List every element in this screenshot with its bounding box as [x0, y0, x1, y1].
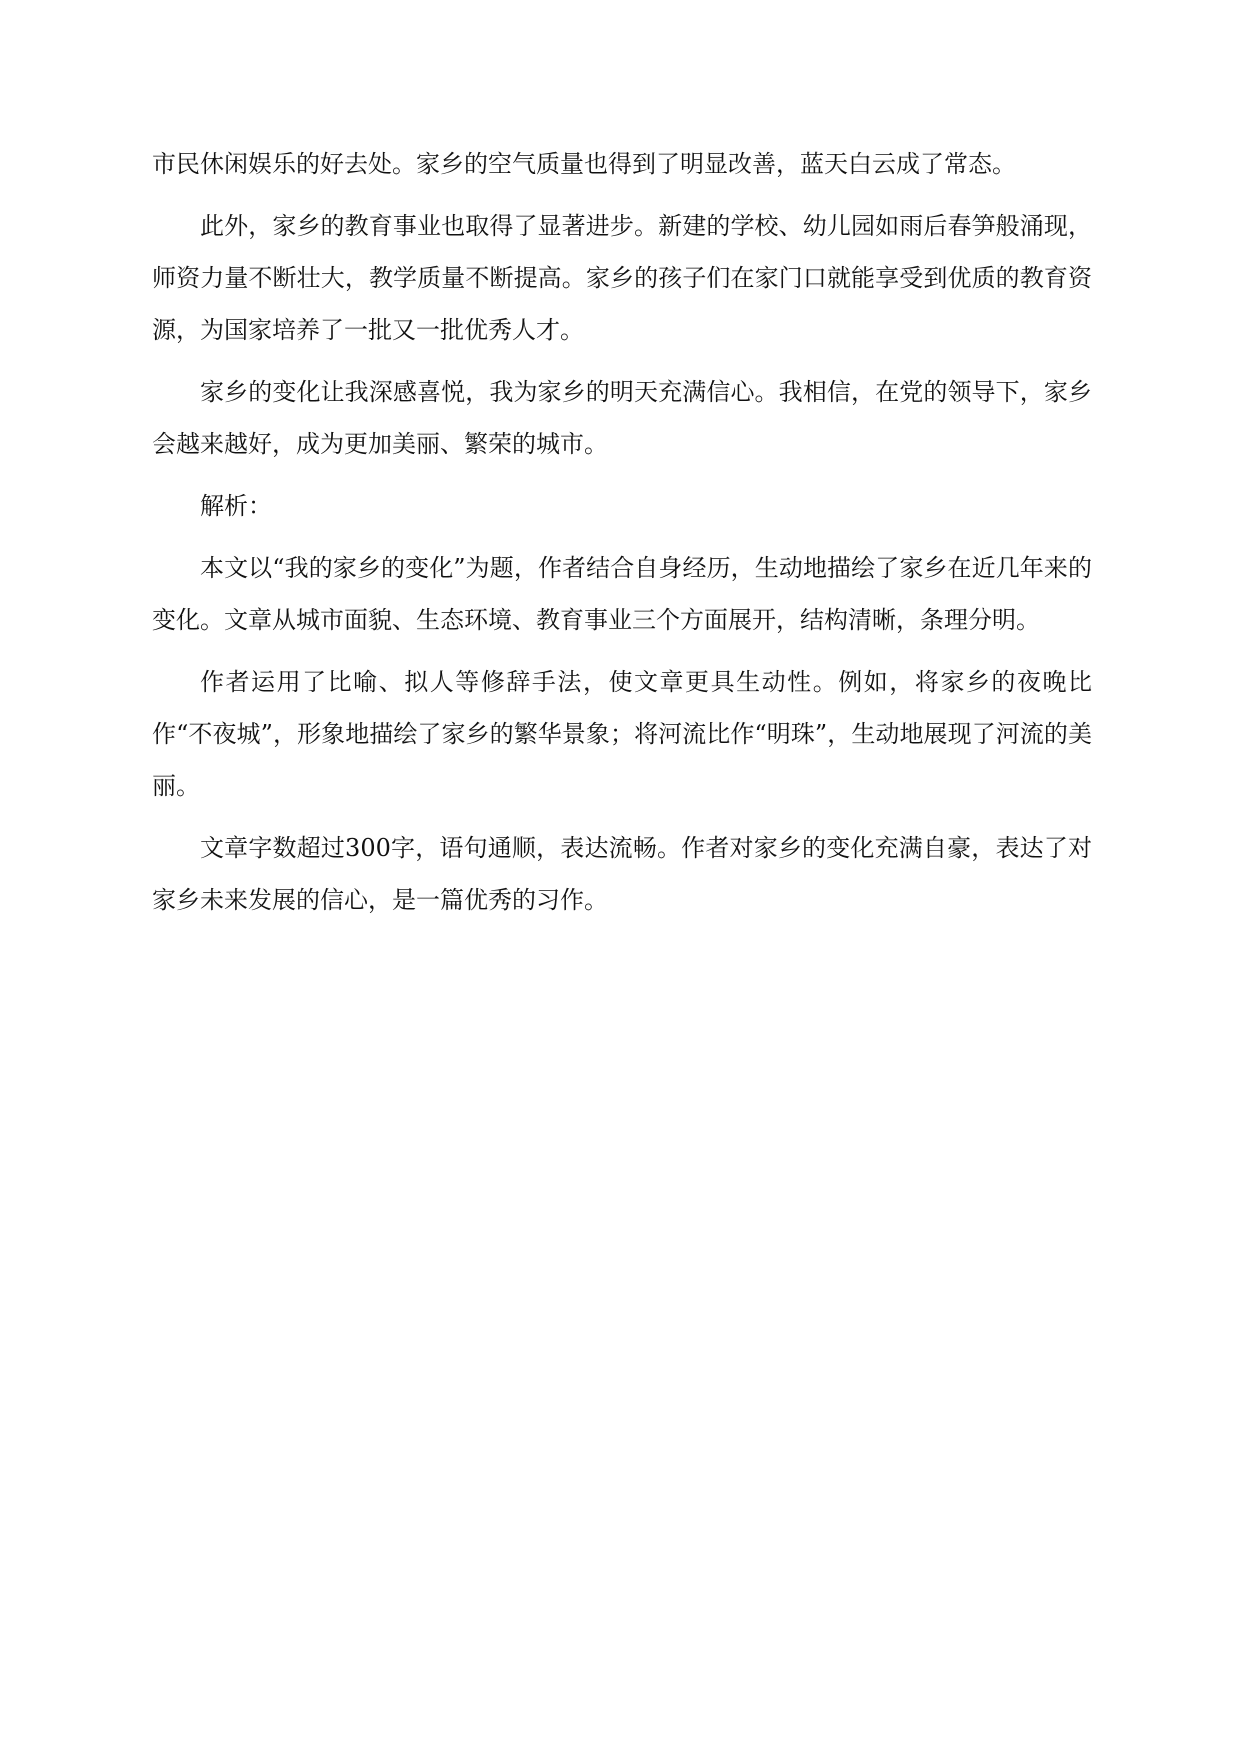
paragraph-conclusion: 家乡的变化让我深感喜悦，我为家乡的明天充满信心。我相信，在党的领导下，家乡会越来越好，成为更加美丽、繁荣的城市。 — [152, 378, 1092, 458]
paragraph-analysis-summary: 文章字数超过300字，语句通顺，表达流畅。作者对家乡的变化充满自豪，表达了对家乡未来发展的信心，是一篇优秀的习作。 — [152, 834, 1092, 914]
analysis-heading: 解析： — [200, 492, 272, 520]
document-body — [152, 138, 1092, 936]
paragraph-analysis-rhetoric: 作者运用了比喻、拟人等修辞手法，使文章更具生动性。例如，将家乡的夜晚比作“不夜城”，形象地描绘了家乡的繁华景象；将河流比作“明珠”，生动地展现了河流的美丽。 — [152, 668, 1092, 800]
paragraph-education: 此外，家乡的教育事业也取得了显著进步。新建的学校、幼儿园如雨后春笋般涌现，师资力量不断壮大，教学质量不断提高。家乡的孩子们在家门口就能享受到优质的教育资源，为国家培养了一批又一批优秀人才。 — [152, 212, 1092, 344]
paragraph-analysis-structure: 本文以“我的家乡的变化”为题，作者结合自身经历，生动地描绘了家乡在近几年来的变化。文章从城市面貌、生态环境、教育事业三个方面展开，结构清晰，条理分明。 — [152, 554, 1092, 634]
paragraph-continuation: 市民休闲娱乐的好去处。家乡的空气质量也得到了明显改善，蓝天白云成了常态。 — [152, 150, 1016, 178]
